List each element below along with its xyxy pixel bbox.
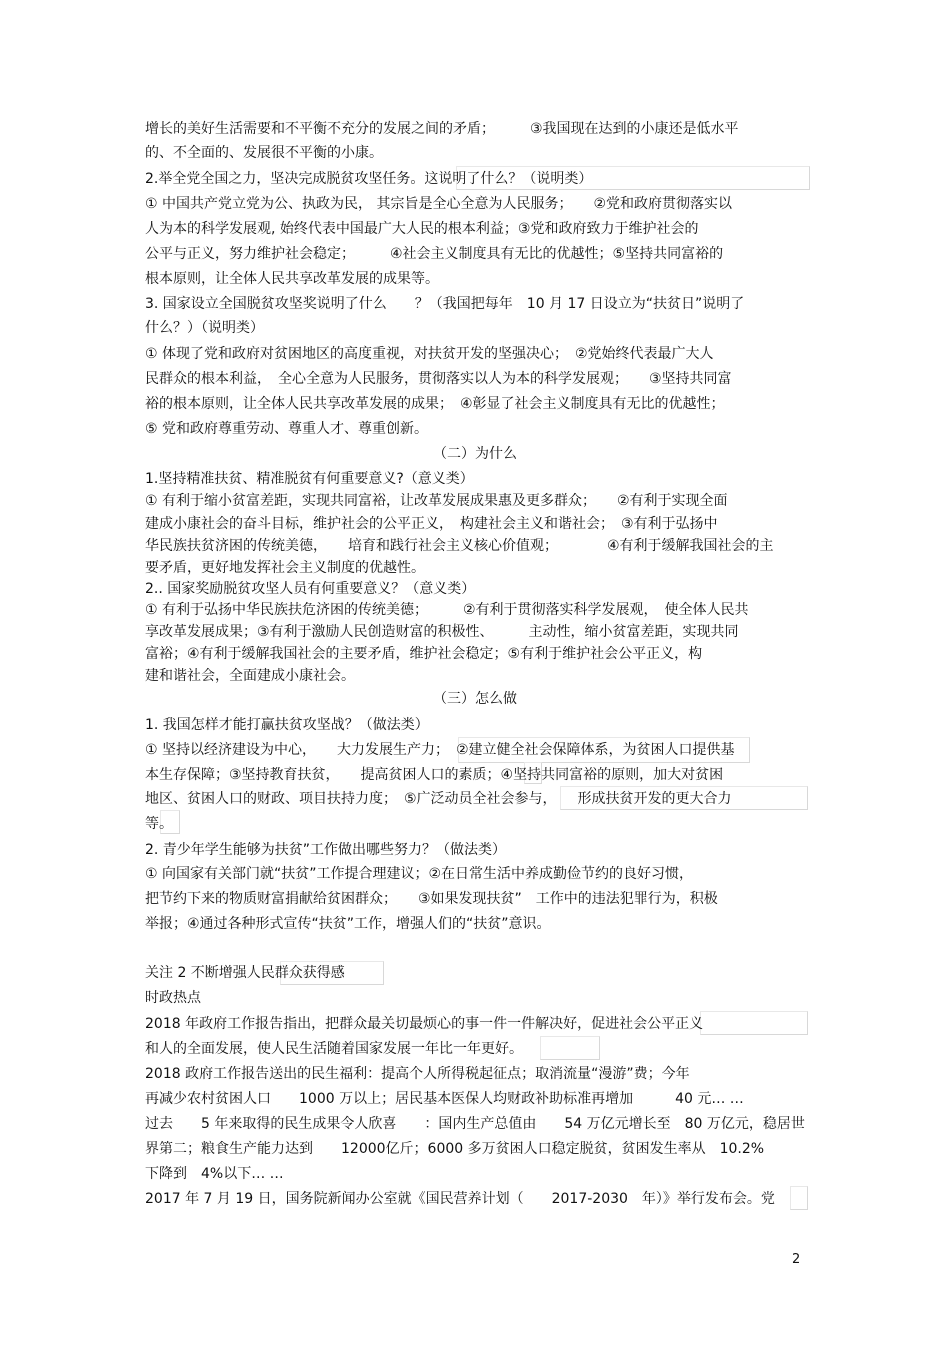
scan-artifact-box bbox=[700, 1011, 808, 1035]
section-heading: （三）怎么做 bbox=[433, 691, 517, 707]
scan-artifact-box bbox=[540, 1036, 600, 1060]
text-line: 民群众的根本利益， 全心全意为人民服务，贯彻落实以人为本的科学发展观； ③坚持共同富 bbox=[145, 371, 732, 387]
question-heading: 2. 青少年学生能够为扶贫”工作做出哪些努力？（做法类） bbox=[145, 842, 507, 858]
text-line: 等。 bbox=[145, 816, 173, 832]
text-line: 华民族扶贫济困的传统美德， 培育和践行社会主义核心价值观； ④有利于缓解我国社会的主 bbox=[145, 538, 774, 554]
text-line: 过去 5 年来取得的民生成果令人欣喜 ：国内生产总值由 54 万亿元增长至 80 万亿元，稳居世 bbox=[145, 1116, 805, 1132]
question-heading: 2.举全党全国之力，坚决完成脱贫攻坚任务。这说明了什么？（说明类） bbox=[145, 171, 593, 187]
text-line: 2018 年政府工作报告指出，把群众最关切最烦心的事一件一件解决好，促进社会公平正义 bbox=[145, 1016, 704, 1032]
text-line: 本生存保障；③坚持教育扶贫， 提高贫困人口的素质；④坚持共同富裕的原则，加大对贫困 bbox=[145, 767, 724, 783]
text-line: 的、不全面的、发展很不平衡的小康。 bbox=[145, 145, 383, 161]
text-line: 2017 年 7 月 19 日，国务院新闻办公室就《国民营养计划（ 2017-2030 年）》举行发布会。党 bbox=[145, 1191, 775, 1207]
text-line: 2018 政府工作报告送出的民生福利：提高个人所得税起征点；取消流量“漫游”费；今年 bbox=[145, 1066, 690, 1082]
text-line: ① 体现了党和政府对贫困地区的高度重视，对扶贫开发的坚强决心； ②党始终代表最广大人 bbox=[145, 346, 714, 362]
topic-subheading: 时政热点 bbox=[145, 990, 201, 1006]
text-line: 建和谐社会，全面建成小康社会。 bbox=[145, 668, 355, 684]
text-line: 再减少农村贫困人口 1000 万以上；居民基本医保人均财政补助标准再增加 40 元… … bbox=[145, 1091, 744, 1107]
text-line: ① 中国共产党立党为公、执政为民， 其宗旨是全心全意为人民服务； ②党和政府贯彻落实以 bbox=[145, 196, 732, 212]
text-line: ① 有利于缩小贫富差距，实现共同富裕，让改革发展成果惠及更多群众； ②有利于实现全面 bbox=[145, 493, 728, 509]
section-heading: （二）为什么 bbox=[433, 446, 517, 462]
text-line: 增长的美好生活需要和不平衡不充分的发展之间的矛盾； ③我国现在达到的小康还是低水平 bbox=[145, 121, 739, 137]
page-number: 2 bbox=[792, 1252, 801, 1267]
text-line: 举报；④通过各种形式宣传“扶贫”工作，增强人们的“扶贫”意识。 bbox=[145, 916, 551, 932]
question-heading: 3. 国家设立全国脱贫攻坚奖说明了什么 ？（我国把每年 10 月 17 日设立为“扶贫日”说明了 bbox=[145, 296, 745, 312]
text-line: 公平与正义，努力维护社会稳定； ④社会主义制度具有无比的优越性；⑤坚持共同富裕的 bbox=[145, 246, 724, 262]
text-line: 建成小康社会的奋斗目标，维护社会的公平正义， 构建社会主义和谐社会； ③有利于弘扬中 bbox=[145, 516, 718, 532]
text-line: 要矛盾，更好地发挥社会主义制度的优越性。 bbox=[145, 560, 425, 576]
text-line: 裕的根本原则，让全体人民共享改革发展的成果； ④彰显了社会主义制度具有无比的优越性； bbox=[145, 396, 725, 412]
text-line: 地区、贫困人口的财政、项目扶持力度； ⑤广泛动员全社会参与， 形成扶贫开发的更大合力 bbox=[145, 791, 732, 807]
question-heading: 1. 我国怎样才能打赢扶贫攻坚战？（做法类） bbox=[145, 717, 429, 733]
text-line: 界第二；粮食生产能力达到 12000亿斤；6000 多万贫困人口稳定脱贫，贫困发生率从 10.2% bbox=[145, 1141, 765, 1157]
text-line: ① 有利于弘扬中华民族扶危济困的传统美德； ②有利于贯彻落实科学发展观， 使全体人民共 bbox=[145, 602, 749, 618]
text-line: ① 向国家有关部门就“扶贫”工作提合理建议；②在日常生活中养成勤俭节约的良好习惯， bbox=[145, 866, 694, 882]
text-line: 根本原则，让全体人民共享改革发展的成果等。 bbox=[145, 271, 439, 287]
text-line: ① 坚持以经济建设为中心， 大力发展生产力； ②建立健全社会保障体系，为贫困人口提供基 bbox=[145, 742, 735, 758]
text-line: 和人的全面发展，使人民生活随着国家发展一年比一年更好。 bbox=[145, 1041, 523, 1057]
text-line: 下降到 4%以下… … bbox=[145, 1166, 284, 1182]
question-heading: 2.. 国家奖励脱贫攻坚人员有何重要意义？（意义类） bbox=[145, 581, 476, 597]
text-line: ⑤ 党和政府尊重劳动、尊重人才、尊重创新。 bbox=[145, 421, 428, 437]
text-line: 什么？）（说明类） bbox=[145, 320, 264, 336]
scan-artifact-box bbox=[790, 1186, 808, 1210]
text-line: 享改革发展成果；③有利于激励人民创造财富的积极性、 主动性，缩小贫富差距，实现共同 bbox=[145, 624, 739, 640]
topic-heading: 关注 2 不断增强人民群众获得感 bbox=[145, 965, 345, 981]
question-heading: 1.坚持精准扶贫、精准脱贫有何重要意义?（意义类） bbox=[145, 471, 474, 487]
text-line: 富裕；④有利于缓解我国社会的主要矛盾，维护社会稳定；⑤有利于维护社会公平正义，构 bbox=[145, 646, 703, 662]
text-line: 把节约下来的物质财富捐献给贫困群众； ③如果发现扶贫” 工作中的违法犯罪行为，积极 bbox=[145, 891, 718, 907]
text-line: 人为本的科学发展观, 始终代表中国最广大人民的根本利益；③党和政府致力于维护社会的 bbox=[145, 221, 699, 237]
